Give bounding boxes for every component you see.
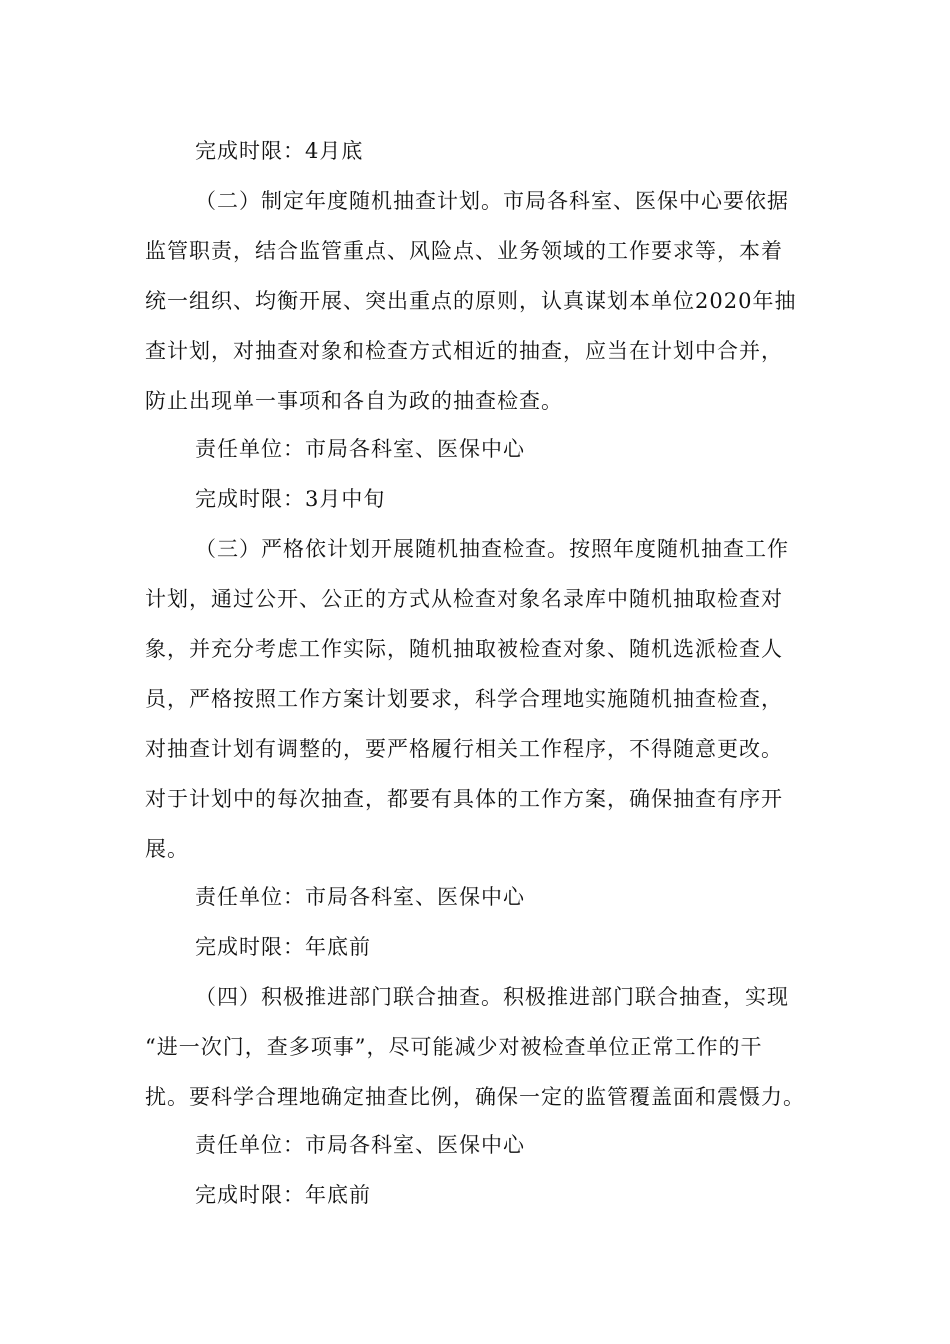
section-four-heading: （四）积极推进部门联合抽查。积极推进部门联合抽查，实现 [195,985,789,1009]
paragraph-line: 扰。要科学合理地确定抽查比例，确保一定的监管覆盖面和震慑力。 [145,1085,805,1109]
responsible-unit-line: 责任单位：市局各科室、医保中心 [195,1133,525,1157]
paragraph-line: “进一次门，查多项事”，尽可能减少对被检查单位正常工作的干 [145,1035,763,1059]
paragraph-line: 统一组织、均衡开展、突出重点的原则，认真谋划本单位2020年抽 [145,289,797,313]
deadline-line: 完成时限：年底前 [195,935,371,959]
paragraph-line: 对抽查计划有调整的，要严格履行相关工作程序，不得随意更改。 [145,737,783,761]
paragraph-line: 员，严格按照工作方案计划要求，科学合理地实施随机抽查检查， [145,687,783,711]
deadline-line: 完成时限：4月底 [195,139,364,163]
responsible-unit-line: 责任单位：市局各科室、医保中心 [195,885,525,909]
paragraph-line: 查计划，对抽查对象和检查方式相近的抽查，应当在计划中合并， [145,339,783,363]
paragraph-line: 监管职责，结合监管重点、风险点、业务领域的工作要求等，本着 [145,239,783,263]
section-three-heading: （三）严格依计划开展随机抽查检查。按照年度随机抽查工作 [195,537,789,561]
paragraph-line: 对于计划中的每次抽查，都要有具体的工作方案，确保抽查有序开 [145,787,783,811]
paragraph-line: 防止出现单一事项和各自为政的抽查检查。 [145,389,563,413]
paragraph-line: 象，并充分考虑工作实际，随机抽取被检查对象、随机选派检查人 [145,637,783,661]
deadline-line: 完成时限：3月中旬 [195,487,386,511]
paragraph-line: 计划，通过公开、公正的方式从检查对象名录库中随机抽取检查对 [145,587,783,611]
paragraph-line: 展。 [145,837,189,861]
deadline-line: 完成时限：年底前 [195,1183,371,1207]
responsible-unit-line: 责任单位：市局各科室、医保中心 [195,437,525,461]
section-two-heading: （二）制定年度随机抽查计划。市局各科室、医保中心要依据 [195,189,789,213]
